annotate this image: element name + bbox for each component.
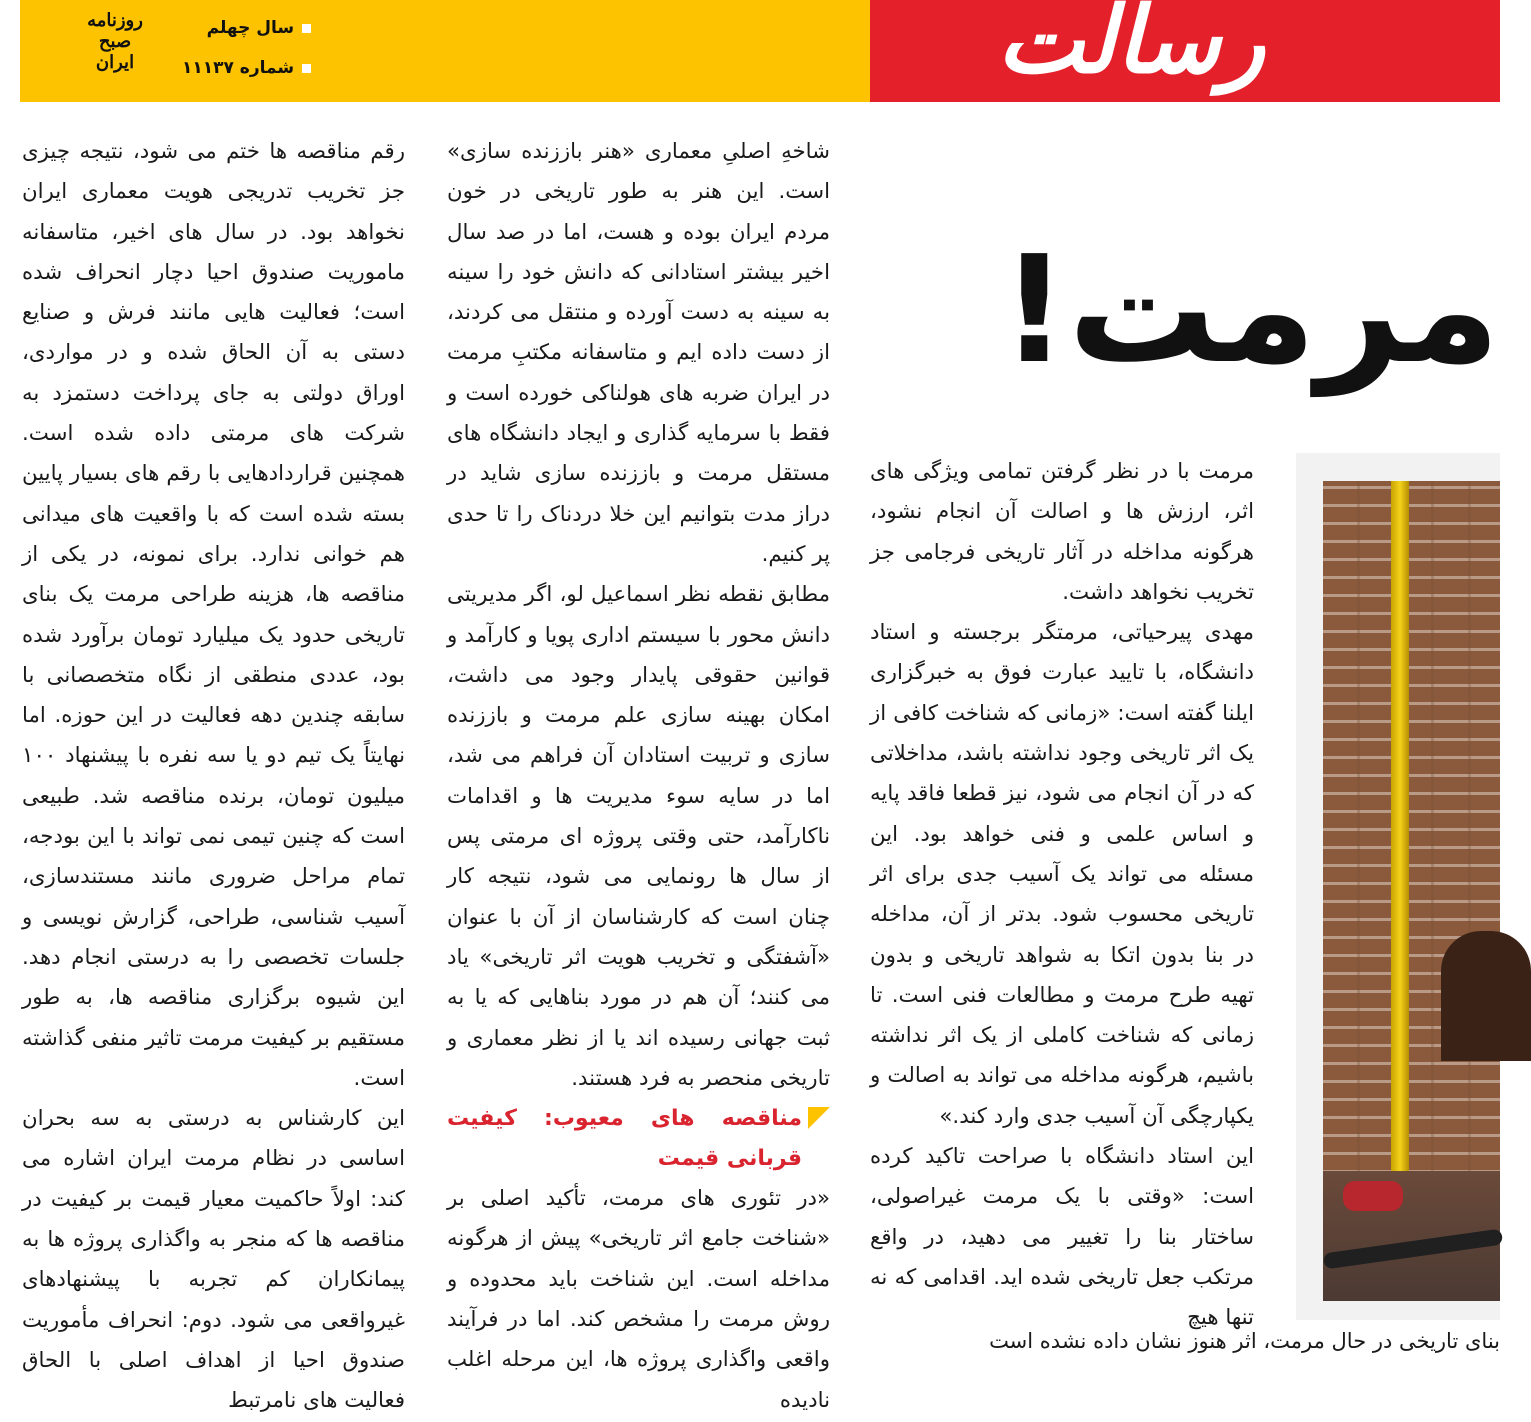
brand-line: ایران xyxy=(95,52,135,73)
photo-image xyxy=(1323,481,1500,1296)
section-subheading xyxy=(447,1099,830,1179)
paragraph: شاخهِ اصلیِ معماری «هنر باززنده سازی» است. این هنر به طور تاریخی در خون مردم ایران بوده و هست، اما در صد سال اخیر بیشتر استادانی که دانش خود را سینه به سینه به دست آورده و منتقل می کردند، از دست داده ایم و متاسفانه مکتبِ مرمت در ایران ضربه های هولناکی خورده است و فقط با سرمایه گذاری و ایجاد دانشگاه های مستقل مرمت و باززنده سازی شاید در دراز مدت بتوانیم این خلا دردناک را تا حدی پر کنیم. xyxy=(447,139,830,567)
brand-line: صبح xyxy=(98,31,132,52)
page-headline: مرمت! xyxy=(1000,224,1500,396)
paragraph: مطابق نقطه نظر اسماعیل لو، اگر مدیریتی دانش محور با سیستم اداری پویا و کارآمد و قوانین حقوقی پایدار وجود می داشت، امکان بهینه سازی علم مرمت و باززنده سازی و تربیت استادان آن فراهم می شد، اما در سایه سوء مدیریت ها و اقدامات ناکارآمد، حتی وقتی پروژه ای مرمتی پس از سال ها رونمایی می شود، نتیجه کار چنان است که کارشناسان از آن با عنوان «آشفتگی و تخریب هویت اثر تاریخی» یاد می کنند؛ آن هم در مورد بناهایی که یا به ثبت جهانی رسیده اند یا از نظر معماری و تاریخی منحصر به فرد هستند. xyxy=(447,582,830,1091)
masthead-red-band xyxy=(870,0,1500,102)
article-photo xyxy=(1296,453,1500,1320)
bullet-square-icon xyxy=(302,64,311,73)
year-label: سال چهلم xyxy=(206,18,295,38)
corner-flag-icon xyxy=(808,1107,830,1129)
brand-logo xyxy=(75,10,155,73)
issue-meta xyxy=(182,8,311,88)
brand-line: روزنامه xyxy=(87,10,143,31)
bullet-square-icon xyxy=(302,24,311,33)
article-column-left xyxy=(22,132,405,1422)
paragraph: رقم مناقصه ها ختم می شود، نتیجه چیزی جز تخریب تدریجی هویت معماری ایران نخواهد بود. در سال های اخیر، متاسفانه ماموریت صندوق احیا دچار انحراف شده است؛ فعالیت هایی مانند فرش و صنایع دستی به آن الحاق شده و در مواردی، اوراق دولتی به جای پرداخت دستمزد به شرکت های مرمتی داده شده است. همچنین قراردادهایی با رقم های بسیار پایین بسته شده است که با واقعیت های میدانی هم خوانی ندارد. برای نمونه، در یکی از مناقصه ها، هزینه طراحی مرمت یک بنای تاریخی حدود یک میلیارد تومان برآورد شده بود، عددی منطقی از نگاه متخصصانی با سابقه چندین دهه فعالیت در این حوزه. اما نهایتاً یک تیم دو یا سه نفره با پیشنهاد ۱۰۰ میلیون تومان، برنده مناقصه شد. طبیعی است که چنین تیمی نمی تواند با این بودجه، تمام مراحل ضروری مانند مستندسازی، آسیب شناسی، طراحی، گزارش نویسی و جلسات تخصصی را به درستی انجام دهد. این شیوه برگزاری مناقصه ها، به طور مستقیم بر کیفیت مرمت تاثیر منفی گذاشته است. xyxy=(22,139,405,1091)
masthead-yellow-band xyxy=(20,0,870,102)
arched-niche-graphic xyxy=(1441,931,1531,1061)
paragraph: مهدی پیرحیاتی، مرمتگر برجسته و استاد دانشگاه، با تایید عبارت فوق به خبرگزاری ایلنا گفته است: «زمانی که شناخت کافی از یک اثر تاریخی وجود نداشته باشد، مداخلاتی که در آن انجام می شود، نیز قطعا فاقد پایه و اساس علمی و فنی خواهد بود. این مسئله می تواند یک آسیب جدی برای اثر تاریخی محسوب شود. بدتر از آن، مداخله در بنا بدون اتکا به شواهد تاریخی و بدون تهیه طرح مرمت و مطالعات فنی است. تا زمانی که شناخت کاملی از یک اثر نداشته باشیم، هرگونه مداخله می تواند به اصالت و یکپارچگی آن آسیب جدی وارد کند.» xyxy=(870,620,1254,1129)
paragraph: مرمت با در نظر گرفتن تمامی ویژگی های اثر، ارزش ها و اصالت آن انجام نشود، هرگونه مداخله در آثار تاریخی فرجامی جز تخریب نخواهد داشت. xyxy=(870,459,1254,605)
paragraph: این استاد دانشگاه با صراحت تاکید کرده است: «وقتی با یک مرمت غیراصولی، ساختار بنا را تغییر می دهید، در واقع مرتکب جعل تاریخی شده اید. اقدامی که نه تنها هیچ xyxy=(870,1144,1254,1331)
article-column-right xyxy=(870,452,1254,1339)
photo-caption: بنای تاریخی در حال مرمت، اثر هنوز نشان داده نشده است xyxy=(989,1329,1500,1353)
paragraph: «در تئوری های مرمت، تأکید اصلی بر «شناخت جامع اثر تاریخی» پیش از هرگونه مداخله است. این شناخت باید محدوده و روش مرمت را مشخص کند. اما در فرآیند واقعی واگذاری پروژه ها، این مرحله اغلب نادیده xyxy=(447,1186,830,1413)
paragraph: این کارشناس به درستی به سه بحران اساسی در نظام مرمت ایران اشاره می کند: اولاً حاکمیت معیار قیمت بر کیفیت در مناقصه ها که منجر به واگذاری پروژه ها به پیمانکاران کم تجربه با پیشنهادهای غیرواقعی می شود. دوم: انحراف مأموریت صندوق احیا از اهداف اصلی با الحاق فعالیت های نامرتبط xyxy=(22,1106,405,1414)
subheading-text: مناقصه های معیوب: کیفیت قربانی قیمت xyxy=(447,1106,802,1172)
newspaper-logo: رسالت xyxy=(997,0,1265,94)
article-column-middle xyxy=(447,132,830,1421)
issue-number: شماره ۱۱۱۳۷ xyxy=(182,58,295,78)
